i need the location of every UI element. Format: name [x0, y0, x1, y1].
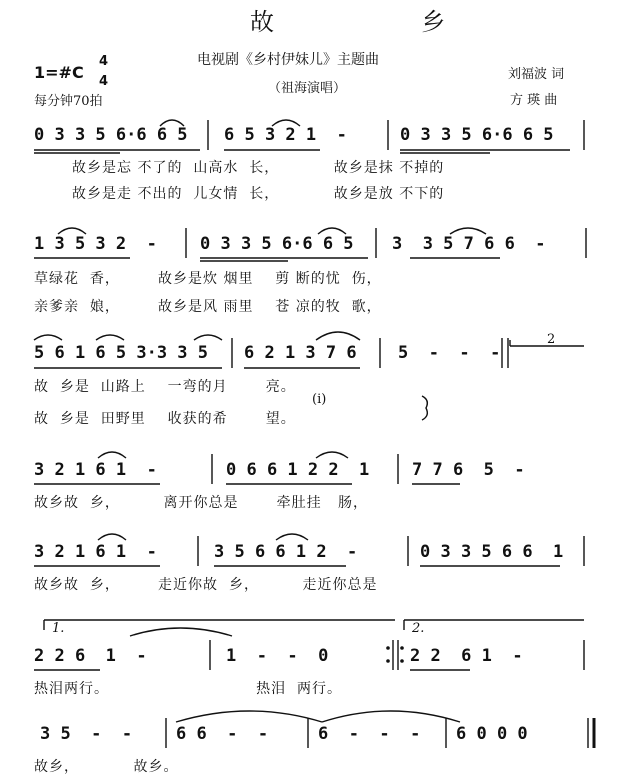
- notes-row5-m1: 3 2 1 6 1 -: [34, 542, 157, 562]
- notes-row7-m4: 6 0 0 0: [456, 724, 528, 744]
- notes-row4-m2: 0 6 6 1 2 2 1: [226, 460, 370, 480]
- notes-row7-m1: 3 5 - -: [40, 724, 133, 744]
- notes-row3-m2: 6 2 1 3 7 6: [244, 343, 357, 363]
- lyrics-row5: 故乡故 乡， 走近你故 乡， 走近你总是: [34, 577, 378, 593]
- composer-credit: 方 瑛 曲: [510, 93, 558, 108]
- notes-row4-m3: 7 7 6 5 -: [412, 460, 525, 480]
- notes-row2-m1: 1 3 5 3 2 -: [34, 234, 157, 254]
- notes-row7-m3: 6 - - -: [318, 724, 421, 744]
- lyrics-row6: 热泪两行。 热泪 两行。: [34, 681, 343, 697]
- notes-row1-m3: 0 3 3 5 6·6 6 5: [400, 125, 554, 145]
- lyrics-row3-v2: 故 乡是 田野里 收获的希 望。: [34, 411, 296, 427]
- lyrics-row7: 故乡， 故乡。: [34, 759, 179, 775]
- song-title: 故 乡: [250, 8, 490, 36]
- notes-row6-m1: 2 2 6 1 -: [34, 646, 147, 666]
- song-subtitle: 电视剧《乡村伊妹儿》主题曲: [197, 52, 379, 68]
- notes-row1-m2: 6 5 3 2 1 -: [224, 125, 347, 145]
- notes-row5-m3: 0 3 3 5 6 6 1: [420, 542, 564, 562]
- notes-row5-m2: 3 5 6 6 1 2 -: [214, 542, 358, 562]
- volta-second-ending-number-row6: 2.: [412, 621, 425, 636]
- notes-row4-m1: 3 2 1 6 1 -: [34, 460, 157, 480]
- notes-row2-m2: 0 3 3 5 6·6 6 5: [200, 234, 354, 254]
- time-signature-bottom: 4: [99, 74, 109, 89]
- lyrics-row4: 故乡故 乡， 离开你总是 牵肚挂 肠，: [34, 495, 369, 511]
- notes-row3-m1: 5 6 1 6 5 3·3 3 5: [34, 343, 208, 363]
- time-signature-top: 4: [99, 54, 109, 69]
- volta-second-ending-number: 2: [547, 332, 556, 347]
- notes-row2-m3: 3 3 5 7 6 6 -: [392, 234, 546, 254]
- singer-credit: （祖海演唱）: [268, 81, 347, 96]
- tempo-marking: 每分钟70拍: [34, 94, 103, 109]
- notes-row3-m3: 5 - - -: [398, 343, 501, 363]
- notes-row7-m2: 6 6 - -: [176, 724, 269, 744]
- notes-row6-m3: 2 2 6 1 -: [410, 646, 523, 666]
- lyrics-row2-v2: 亲爹亲 娘， 故乡是风 雨里 苍 凉的牧 歌，: [34, 299, 382, 315]
- grace-note-ornament: (i): [312, 392, 327, 407]
- lyrics-row1-v1: 故乡是忘 不了的 山高水 长， 故乡是抹 不掉的: [72, 160, 445, 176]
- lyricist-credit: 刘福波 词: [508, 67, 565, 82]
- lyrics-row2-v1: 草绿花 香， 故乡是炊 烟里 剪 断的忧 伤，: [34, 271, 382, 287]
- notes-row6-m2: 1 - - 0: [226, 646, 329, 666]
- lyrics-row3-v1: 故 乡是 山路上 一弯的月 亮。: [34, 379, 296, 395]
- key-signature: 1=#C: [34, 63, 84, 82]
- volta-first-ending-number: 1.: [52, 621, 65, 636]
- lyrics-row1-v2: 故乡是走 不出的 儿女情 长， 故乡是放 不下的: [72, 186, 445, 202]
- notes-row1-m1: 0 3 3 5 6·6 6 5: [34, 125, 188, 145]
